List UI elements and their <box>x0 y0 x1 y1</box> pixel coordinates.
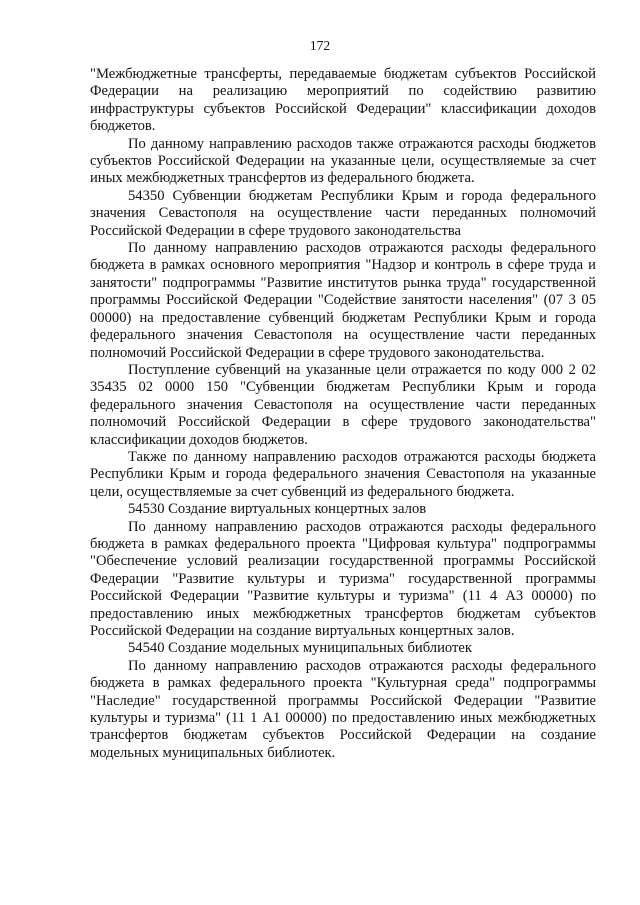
document-body <box>90 66 596 762</box>
section-heading-54530: 54530 Создание виртуальных концертных залов <box>128 501 427 518</box>
paragraph: Поступление субвенций на указанные цели отражается по коду 000 2 02 35435 02 0000 150 "Субвенции бюджетам Республики Крым и города федерального значения Севастополя на осуществление части переданных полномочий Российской Федерации в сфере трудового законодательства" классификации доходов бюджетов. <box>90 361 596 448</box>
paragraph: По данному направлению расходов отражаются расходы федерального бюджета в рамках основного мероприятия "Надзор и контроль в сфере труда и занятости" подпрограммы "Развитие институтов рынка труда" государственной программы Российской Федерации "Содействие занятости населения" (07 3 05 00000) на предоставление субвенций бюджетам Республики Крым и города федерального значения Севастополя на осуществление части переданных полномочий Российской Федерации в сфере трудового законодательства. <box>90 240 596 361</box>
paragraph: По данному направлению расходов отражаются расходы федерального бюджета в рамках федерального проекта "Культурная среда" подпрограммы "Наследие" государственной программы Российской Федерации "Развитие культуры и туризма" (11 1 А1 00000) по предоставлению иных межбюджетных трансфертов бюджетам субъектов Российской Федерации на создание модельных муниципальных библиотек. <box>90 657 596 761</box>
page-number: 172 <box>309 38 331 53</box>
section-heading-54350: 54350 Субвенции бюджетам Республики Крым и города федерального значения Севастополя на осуществление части переданных полномочий Российской Федерации в сфере трудового законодательства <box>90 187 596 239</box>
paragraph: "Межбюджетные трансферты, передаваемые бюджетам субъектов Российской Федерации на реализацию мероприятий по содействию развитию инфраструктуры субъектов Российской Федерации" классификации доходов бюджетов. <box>90 66 596 135</box>
section-heading-54540: 54540 Создание модельных муниципальных библиотек <box>128 640 472 657</box>
paragraph: По данному направлению расходов отражаются расходы федерального бюджета в рамках федерального проекта "Цифровая культура" подпрограммы "Обеспечение условий реализации государственной программы Российской Федерации "Развитие культуры и туризма" государственной программы Российской Федерации "Развитие культуры и туризма" (11 4 А3 00000) по предоставлению иных межбюджетных трансфертов бюджетам субъектов Российской Федерации на создание виртуальных концертных залов. <box>90 518 596 639</box>
paragraph: По данному направлению расходов также отражаются расходы бюджетов субъектов Российской Федерации на указанные цели, осуществляемые за счет иных межбюджетных трансфертов из федерального бюджета. <box>90 135 596 187</box>
paragraph: Также по данному направлению расходов отражаются расходы бюджета Республики Крым и города федерального значения Севастополя на указанные цели, осуществляемые за счет субвенций из федерального бюджета. <box>90 448 596 500</box>
